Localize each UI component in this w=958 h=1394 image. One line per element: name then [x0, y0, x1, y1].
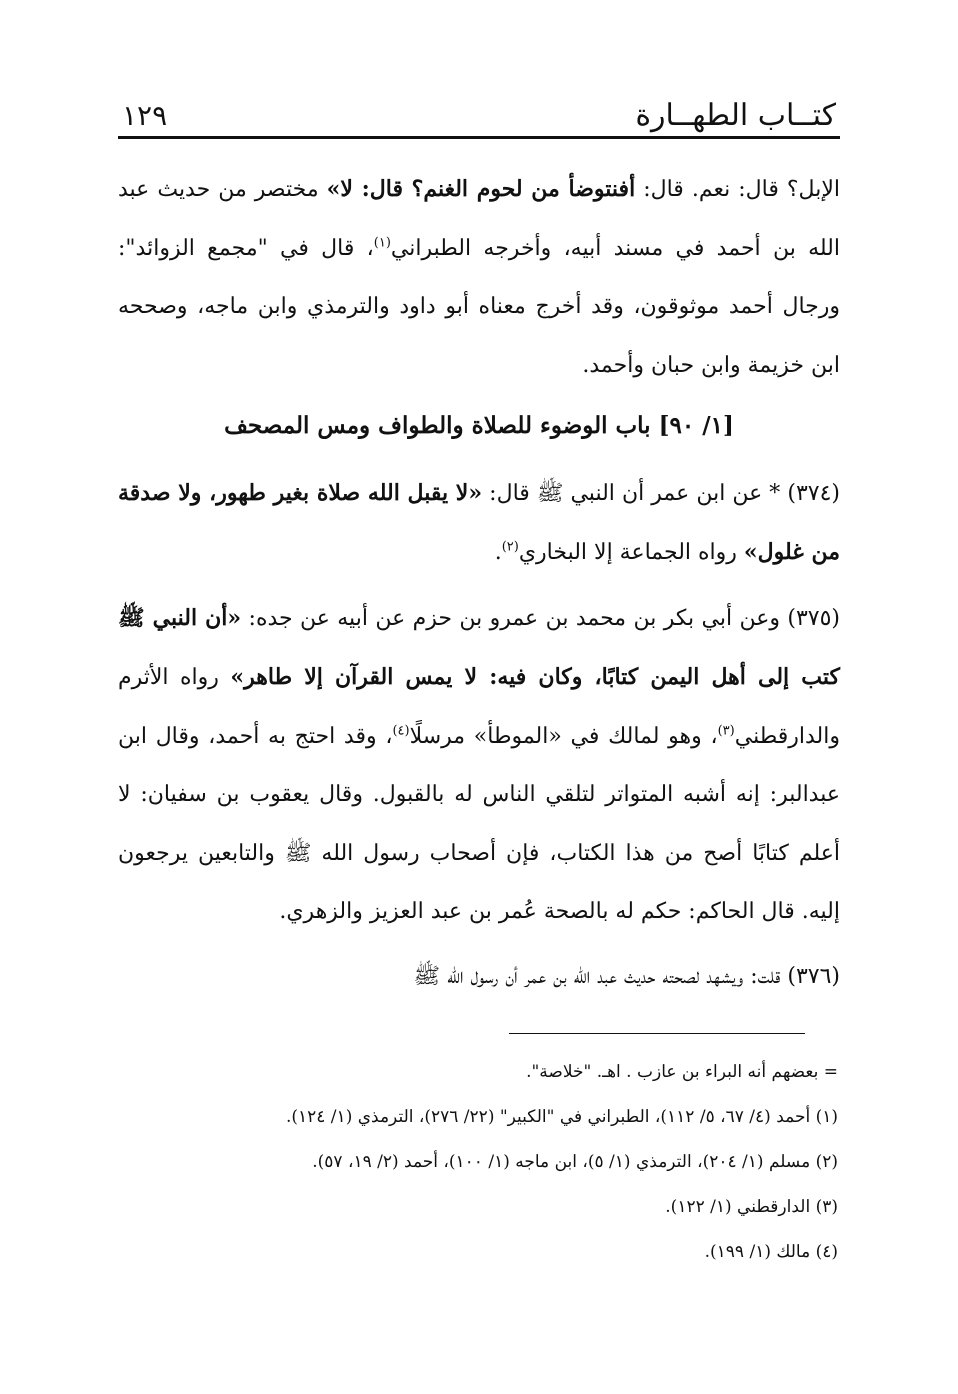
- chapter-title: كتــاب الطهــارة: [635, 98, 836, 133]
- page-number: ١٢٩: [122, 99, 168, 132]
- footnote-ref-2: (٢): [501, 539, 519, 555]
- footnote-3: (٣) الدارقطني (١/ ١٢٢).: [665, 1197, 838, 1217]
- bold-quote: «لا يقبل الله صلاة بغير طهور، ولا صدقة من غلول»: [118, 479, 840, 565]
- running-header: [118, 96, 840, 139]
- footnote-2: (٢) مسلم (١/ ٢٠٤)، الترمذي (١/ ٥)، ابن ماجه (١/ ١٠٠)، أحمد (٢/ ١٩، ٥٧).: [312, 1152, 838, 1172]
- text-span: .: [494, 540, 502, 565]
- footnote-ref-1: (١): [373, 235, 391, 251]
- footnote-ref-3: (٣): [717, 723, 735, 739]
- footnotes: [118, 1050, 838, 1275]
- text-span: رواه الأثرم والدارقطني: [118, 665, 840, 749]
- main-text: [118, 160, 840, 1006]
- hadith-375: [118, 589, 840, 942]
- text-span: ، وقد احتج به أحمد، وقال ابن عبدالبر: إنه أشبه المتواتر لتلقي الناس له بالقبول. وقال يعقوب بن سفيان: لا أعلم كتابًا أصح من هذا الكتاب، فإن أصحاب رسول الله ﷺ والتابعين يرجعون إليه. قال الحاكم: حكم له بالصحة عُمر بن عبد العزيز والزهري.: [118, 723, 840, 924]
- footnote-continuation: = بعضهم أنه البراء بن عازب . اهـ. "خلاصة".: [526, 1062, 838, 1082]
- bold-quote: «أن النبي ﷺ كتب إلى أهل اليمن كتابًا، وكان فيه: لا يمس القرآن إلا طاهر»: [118, 604, 840, 690]
- text-span: (٣٧٦) قلت: ويشهد لصحته حديث عبد الله بن عمر أن رسول الله ﷺ: [413, 963, 840, 989]
- footnote-4: (٤) مالك (١/ ١٩٩).: [704, 1242, 838, 1262]
- footnote-divider: [509, 1033, 805, 1034]
- text-span: ، قال في "مجمع الزوائد": ورجال أحمد موثوقون، وقد أخرج معناه أبو داود والترمذي وابن ماجه، وصححه ابن خزيمة وابن حبان وأحمد.: [118, 235, 840, 378]
- bold-quote: أفنتوضأ من لحوم الغنم؟ قال: لا»: [326, 176, 636, 202]
- hadith-376: [118, 948, 840, 1007]
- text-span: ، وهو لمالك في «الموطأ» مرسلًا: [409, 723, 718, 749]
- text-span: الإبل؟ قال: نعم. قال:: [635, 177, 840, 202]
- text-span: رواه الجماعة إلا البخاري: [518, 540, 744, 565]
- footnote-ref-4: (٤): [392, 723, 410, 739]
- section-heading: [١/ ٩٠] باب الوضوء للصلاة والطواف ومس المصحف: [224, 412, 734, 439]
- hadith-374: [118, 464, 840, 583]
- text-span: مختصر من حديث عبد الله بن أحمد في مسند أبيه، وأخرجه الطبراني: [118, 177, 840, 261]
- text-span: (٣٧٥) وعن أبي بكر بن محمد بن عمرو بن حزم عن أبيه عن جده:: [241, 605, 840, 631]
- footnote-1: (١) أحمد (٤/ ٦٧، ٥/ ١١٢)، الطبراني في "الكبير" (٢٢/ ٢٧٦)، الترمذي (١/ ١٢٤).: [285, 1107, 838, 1127]
- text-span: (٣٧٤) * عن ابن عمر أن النبي ﷺ قال:: [482, 480, 840, 506]
- paragraph-continuation: [118, 160, 840, 395]
